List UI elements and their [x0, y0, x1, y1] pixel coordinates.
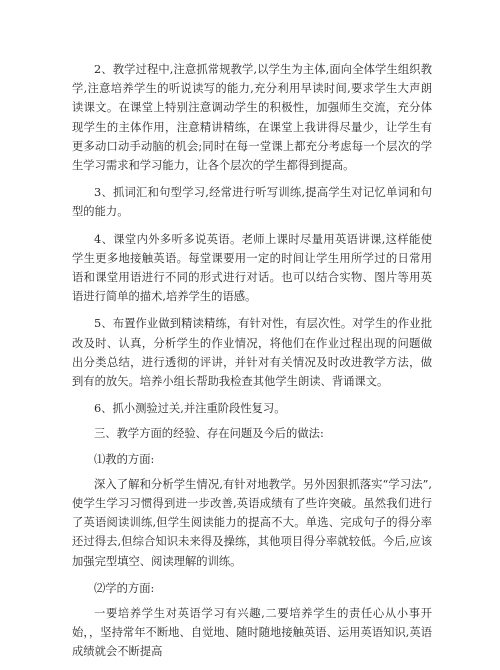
subheading-teaching: ⑴教的方面:: [94, 452, 155, 466]
subheading-learning: ⑵学的方面:: [94, 581, 155, 595]
paragraph-teaching-aspect: 深入了解和分析学生情况,有针对地教学。另外因狠抓落实“学习法”,使学生学习习惯得到进一步改善,英语成绩有了些许突破。虽然我们进行了英语阅读训练,但学生阅读能力的提高不大。单选、完成句子的得分率还过得去,但综合知识未来得及操练，其他项目得分率就较低。今后,应该加强完型填空、阅读理解的训练。: [72, 477, 432, 568]
section-heading-experience: 三、教学方面的经验、存在问题及今后的做法:: [94, 427, 324, 441]
paragraph-learning-aspect: 一要培养学生对英语学习有兴趣,二要培养学生的责任心从小事开始，，坚持常年不断地、自觉地、随时随地接触英语、运用英语知识,英语成绩就会不断提高: [72, 607, 432, 659]
paragraph-speaking-practice: 4、课堂内外多听多说英语。老师上课时尽量用英语讲课,这样能使学生更多地接触英语。每堂课要用一定的时间让学生用所学过的日常用语和课堂用语进行不同的形式进行对话。也可以结合实物、图片等用英语进行简单的描术,培养学生的语感。: [72, 232, 432, 304]
paragraph-vocabulary: 3、抓词汇和句型学习,经常进行听写训练,提高学生对记忆单词和句型的能力。: [72, 186, 432, 219]
paragraph-teaching-process: 2、教学过程中,注意抓常规教学,以学生为主体,面向全体学生组织教学,注意培养学生的听说读写的能力,充分利用早读时间,要求学生大声朗读课文。在课堂上特别注意调动学生的积极性，加强师生交流，充分体现学生的主体作用，注意精讲精练，在课堂上我讲得尽量少，让学生有更多动口动手动脑的机会;同时在每一堂课上都充分考虑每一个层次的学生学习需求和学习能力，让各个层次的学生都得到提高。: [72, 63, 432, 173]
paragraph-quizzes: 6、抓小测验过关,并注重阶段性复习。: [94, 402, 286, 416]
document-body: [72, 60, 432, 670]
paragraph-homework: 5、布置作业做到精读精练，有针对性，有层次性。对学生的作业批改及时、认真，分析学生的作业情况，将他们在作业过程出现的问题做出分类总结，进行透彻的评讲，并针对有关情况及时改进教学方法，做到有的放矢。培养小组长帮助我检查其他学生朗读、背诵课文。: [72, 317, 432, 389]
